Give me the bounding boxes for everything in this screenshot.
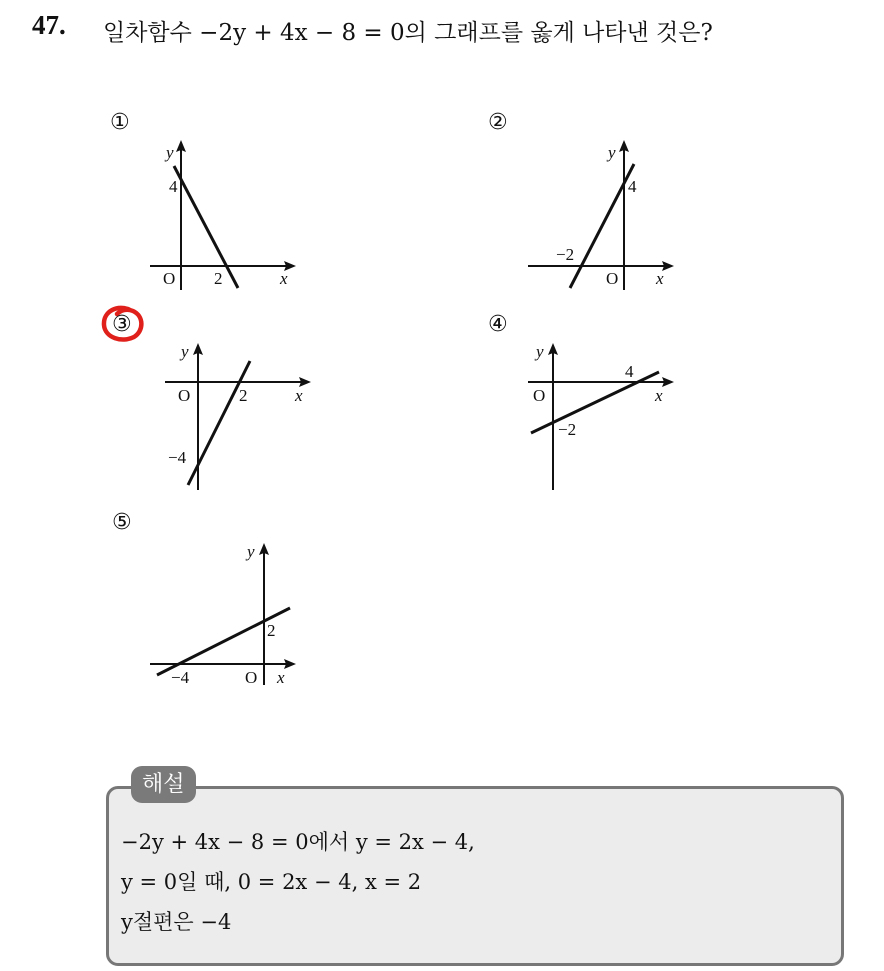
choice-3-label[interactable]: ③ [112, 312, 132, 337]
x-axis-label: x [295, 386, 303, 405]
choice-2-graph[interactable] [520, 130, 690, 290]
origin-label: O [245, 668, 258, 687]
solution-tag: 해설 [131, 766, 196, 803]
graph-line [174, 166, 238, 288]
choice-2-label[interactable]: ② [488, 110, 508, 135]
origin-label: O [178, 386, 191, 405]
y-intercept-label: 4 [169, 177, 178, 196]
x-axis-label: x [655, 386, 663, 405]
y-axis-label: y [536, 342, 544, 361]
choice-1-graph[interactable] [140, 130, 310, 290]
y-intercept-label: 4 [628, 177, 637, 196]
origin-label: O [606, 269, 619, 288]
x-intercept-label: −2 [556, 245, 575, 264]
choice-1-label[interactable]: ① [110, 110, 130, 135]
y-axis-label: y [608, 143, 616, 162]
y-axis-label: y [181, 342, 189, 361]
choice-4-graph[interactable] [525, 335, 695, 495]
y-intercept-label: 2 [267, 621, 276, 640]
choice-3-graph[interactable] [165, 335, 335, 495]
origin-label: O [163, 269, 176, 288]
solution-line-1: −2y + 4x − 8 = 0에서 y = 2x − 4, [121, 830, 475, 854]
origin-label: O [533, 386, 546, 405]
solution-line-2: y = 0일 때, 0 = 2x − 4, x = 2 [121, 870, 422, 894]
y-intercept-label: −2 [558, 420, 577, 439]
x-intercept-label: 4 [625, 362, 634, 381]
y-axis-label: y [166, 143, 174, 162]
x-intercept-label: −4 [171, 668, 190, 687]
x-axis-label: x [277, 668, 285, 687]
x-axis-label: x [656, 269, 664, 288]
x-axis-label: x [280, 269, 288, 288]
x-intercept-label: 2 [214, 269, 223, 288]
solution-line-3: y절편은 −4 [121, 910, 232, 934]
question-text: 일차함수 −2y + 4x − 8 = 0의 그래프를 옳게 나타낸 것은? [103, 20, 713, 46]
y-intercept-label: −4 [168, 448, 187, 467]
choice-4-label[interactable]: ④ [488, 312, 508, 337]
choice-5-label[interactable]: ⑤ [112, 510, 132, 535]
x-intercept-label: 2 [239, 386, 248, 405]
y-axis-label: y [247, 542, 255, 561]
choice-5-graph[interactable] [145, 535, 315, 695]
question-number: 47. [32, 10, 66, 40]
